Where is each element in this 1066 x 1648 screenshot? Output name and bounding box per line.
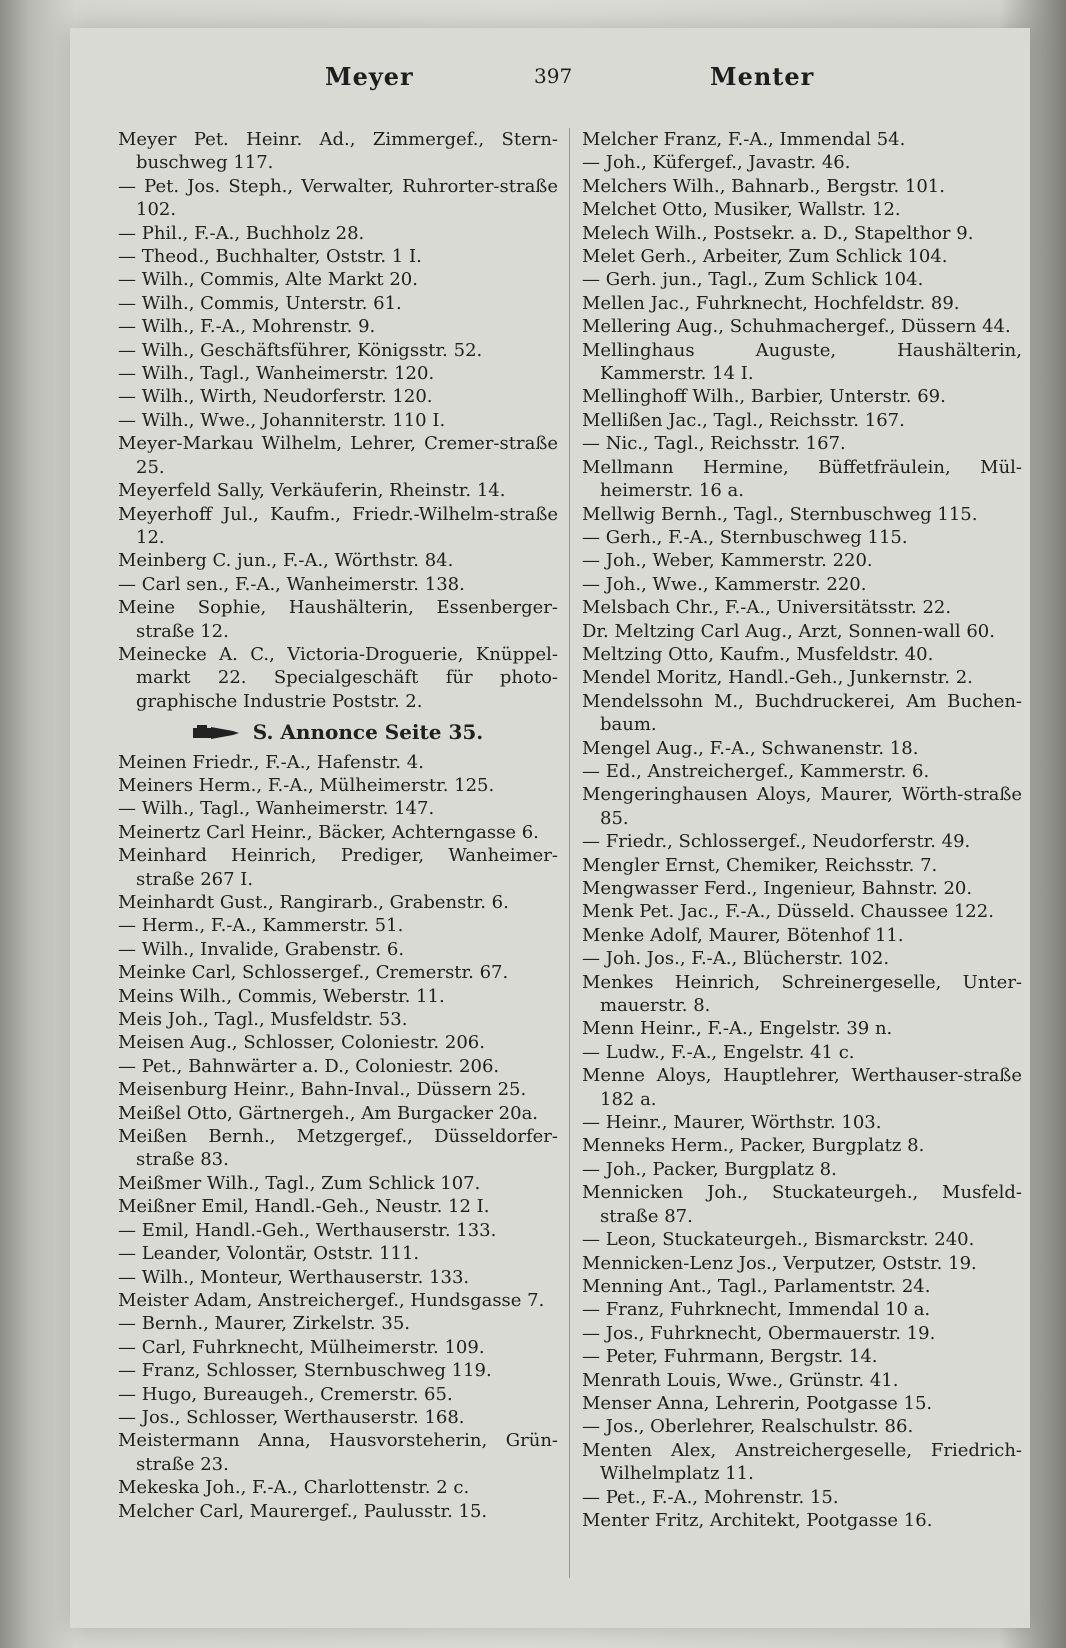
directory-entry: Melech Wilh., Postsekr. a. D., Stapelthor 9.: [582, 222, 974, 244]
directory-entry: Meißel Otto, Gärtnergeh., Am Burgacker 20a.: [118, 1102, 539, 1124]
directory-entry: — Jos., Schlosser, Werthauserstr. 168.: [118, 1406, 465, 1428]
directory-entry: Melcher Franz, F.-A., Immendal 54.: [582, 129, 906, 150]
directory-entry: Mengeringhausen Aloys, Maurer, Wörth-straße 85.: [582, 784, 1022, 829]
directory-entry: — Jos., Oberlehrer, Realschulstr. 86.: [582, 1416, 914, 1438]
directory-entry: — Joh., Packer, Burgplatz 8.: [582, 1158, 837, 1180]
directory-entry: — Gerh., F.-A., Sternbuschweg 115.: [582, 526, 908, 548]
directory-entry: Menn Heinr., F.-A., Engelstr. 39 n.: [582, 1018, 893, 1040]
directory-entry: Melcher Carl, Maurergef., Paulusstr. 15.: [118, 1500, 488, 1522]
directory-entry: Mellwig Bernh., Tagl., Sternbuschweg 115.: [582, 503, 978, 525]
directory-entry: Melchers Wilh., Bahnarb., Bergstr. 101.: [582, 175, 945, 197]
directory-entry: Mendelssohn M., Buchdruckerei, Am Buchen-baum.: [582, 690, 1022, 736]
directory-entry: — Wilh., Wirth, Neudorferstr. 120.: [118, 386, 433, 408]
directory-entry: Meiners Herm., F.-A., Mülheimerstr. 125.: [118, 774, 495, 796]
directory-entry: — Emil, Handl.-Geh., Werthauserstr. 133.: [118, 1219, 497, 1241]
directory-page: [70, 28, 1030, 1628]
directory-entry: — Pet. Jos. Steph., Verwalter, Ruhrorter-straße 102.: [118, 175, 558, 221]
directory-entry: Dr. Meltzing Carl Aug., Arzt, Sonnen-wall 60.: [582, 620, 995, 642]
directory-entry: Mellering Aug., Schuhmachergef., Düssern 44.: [582, 316, 1011, 338]
directory-entry: — Herm., F.-A., Kammerstr. 51.: [118, 915, 404, 937]
directory-entry: Mendel Moritz, Handl.-Geh., Junkernstr. 2.: [582, 667, 973, 689]
directory-entry: Meistermann Anna, Hausvorsteherin, Grün-straße 23.: [118, 1430, 558, 1475]
directory-entry: — Ludw., F.-A., Engelstr. 41 c.: [582, 1041, 855, 1063]
directory-entry: Meisen Aug., Schlosser, Coloniestr. 206.: [118, 1032, 485, 1054]
directory-entry: Mellinghaus Auguste, Haushälterin, Kammerstr. 14 I.: [582, 339, 1022, 385]
directory-entry: Mengwasser Ferd., Ingenieur, Bahnstr. 20.: [582, 878, 973, 899]
directory-entry: — Wilh., Wwe., Johanniterstr. 110 I.: [118, 409, 446, 431]
directory-entry: — Theod., Buchhalter, Oststr. 1 I.: [118, 246, 422, 268]
directory-entry: — Joh., Wwe., Kammerstr. 220.: [582, 573, 867, 595]
directory-entry: — Pet., F.-A., Mohrenstr. 15.: [582, 1486, 839, 1508]
directory-entry: Mellinghoff Wilh., Barbier, Unterstr. 69.: [582, 386, 946, 408]
directory-entry: Melet Gerh., Arbeiter, Zum Schlick 104.: [582, 246, 948, 268]
right-column-entries: [582, 128, 1022, 1532]
directory-entry: Menning Ant., Tagl., Parlamentstr. 24.: [582, 1275, 931, 1297]
directory-entry: Menk Pet. Jac., F.-A., Düsseld. Chaussee 122.: [582, 901, 994, 923]
directory-entry: — Wilh., Invalide, Grabenstr. 6.: [118, 938, 405, 960]
header-left-name: Meyer: [325, 62, 414, 91]
directory-entry: — Leon, Stuckateurgeh., Bismarckstr. 240.: [582, 1229, 975, 1251]
header-right-name: Menter: [710, 62, 815, 91]
directory-entry: Menne Aloys, Hauptlehrer, Werthauser-straße 182 a.: [582, 1065, 1022, 1110]
directory-entry: Mekeska Joh., F.-A., Charlottenstr. 2 c.: [118, 1477, 470, 1499]
directory-entry: Meyerfeld Sally, Verkäuferin, Rheinstr. 14.: [118, 480, 506, 502]
directory-entry: Meyer Pet. Heinr. Ad., Zimmergef., Stern-buschweg 117.: [118, 129, 558, 174]
left-column-entries-a: [118, 128, 558, 713]
column-divider: [569, 128, 570, 1578]
directory-entry: Menser Anna, Lehrerin, Pootgasse 15.: [582, 1392, 933, 1414]
directory-entry: Meinberg C. jun., F.-A., Wörthstr. 84.: [118, 550, 454, 572]
directory-entry: — Joh., Weber, Kammerstr. 220.: [582, 550, 873, 572]
advertisement-text: S. Annonce Seite 35.: [252, 720, 484, 745]
directory-entry: — Wilh., Geschäftsführer, Königsstr. 52.: [118, 339, 483, 361]
directory-entry: Meine Sophie, Haushälterin, Essenberger-straße 12.: [118, 597, 558, 642]
directory-entry: — Peter, Fuhrmann, Bergstr. 14.: [582, 1346, 878, 1368]
advertisement-reference: [118, 721, 558, 744]
directory-entry: — Ed., Anstreichergef., Kammerstr. 6.: [582, 760, 930, 782]
directory-entry: Meißmer Wilh., Tagl., Zum Schlick 107.: [118, 1172, 481, 1194]
directory-entry: Meinecke A. C., Victoria-Droguerie, Knüppel-markt 22. Specialgeschäft für photo-graphische Industrie Poststr. 2.: [118, 643, 558, 712]
left-column-entries-b: [118, 751, 558, 1523]
directory-entry: — Jos., Fuhrknecht, Obermauerstr. 19.: [582, 1322, 936, 1344]
page-number: 397: [534, 64, 573, 88]
directory-entry: — Heinr., Maurer, Wörthstr. 103.: [582, 1112, 882, 1134]
directory-entry: — Franz, Schlosser, Sternbuschweg 119.: [118, 1360, 492, 1382]
directory-entry: — Gerh. jun., Tagl., Zum Schlick 104.: [582, 269, 924, 291]
directory-entry: Menke Adolf, Maurer, Bötenhof 11.: [582, 924, 904, 946]
directory-entry: Meißen Bernh., Metzgergef., Düsseldorfer-straße 83.: [118, 1126, 558, 1171]
directory-entry: — Hugo, Bureaugeh., Cremerstr. 65.: [118, 1383, 453, 1405]
directory-entry: Mellmann Hermine, Büffetfräulein, Mül-heimerstr. 16 a.: [582, 456, 1022, 502]
directory-entry: — Wilh., Monteur, Werthauserstr. 133.: [118, 1266, 470, 1288]
directory-entry: Melsbach Chr., F.-A., Universitätsstr. 22.: [582, 597, 952, 619]
directory-entry: — Franz, Fuhrknecht, Immendal 10 a.: [582, 1299, 931, 1321]
directory-entry: Mengler Ernst, Chemiker, Reichsstr. 7.: [582, 854, 938, 876]
directory-entry: Meisenburg Heinr., Bahn-Inval., Düssern 25.: [118, 1079, 527, 1101]
directory-entry: Meinhard Heinrich, Prediger, Wanheimer-straße 267 I.: [118, 845, 558, 890]
directory-entry: Meltzing Otto, Kaufm., Musfeldstr. 40.: [582, 643, 934, 665]
directory-entry: Meister Adam, Anstreichergef., Hundsgasse 7.: [118, 1289, 545, 1311]
pointing-hand-icon: [193, 724, 239, 742]
directory-entry: — Leander, Volontär, Oststr. 111.: [118, 1243, 420, 1265]
directory-entry: — Phil., F.-A., Buchholz 28.: [118, 222, 365, 244]
directory-entry: — Joh., Küfergef., Javastr. 46.: [582, 152, 851, 174]
directory-entry: — Carl, Fuhrknecht, Mülheimerstr. 109.: [118, 1336, 485, 1358]
directory-entry: Meis Joh., Tagl., Musfeldstr. 53.: [118, 1009, 408, 1031]
left-column: [118, 128, 558, 1523]
directory-entry: — Wilh., Tagl., Wanheimerstr. 147.: [118, 798, 435, 820]
directory-entry: — Bernh., Maurer, Zirkelstr. 35.: [118, 1313, 410, 1335]
directory-entry: Meyerhoff Jul., Kaufm., Friedr.-Wilhelm-straße 12.: [118, 503, 558, 548]
page-header: [70, 56, 1030, 100]
directory-entry: Menrath Louis, Wwe., Grünstr. 41.: [582, 1369, 899, 1391]
directory-entry: — Nic., Tagl., Reichsstr. 167.: [582, 433, 846, 455]
directory-entry: Meins Wilh., Commis, Weberstr. 11.: [118, 985, 445, 1007]
directory-entry: Meinke Carl, Schlossergef., Cremerstr. 67.: [118, 962, 509, 984]
directory-entry: Mennicken-Lenz Jos., Verputzer, Oststr. 19.: [582, 1252, 977, 1274]
directory-entry: — Wilh., Commis, Alte Markt 20.: [118, 269, 418, 291]
directory-entry: Meinhardt Gust., Rangirarb., Grabenstr. 6.: [118, 892, 509, 913]
directory-entry: Menten Alex, Anstreichergeselle, Friedrich-Wilhelmplatz 11.: [582, 1439, 1022, 1485]
directory-entry: Meinen Friedr., F.-A., Hafenstr. 4.: [118, 751, 424, 773]
directory-entry: Menneks Herm., Packer, Burgplatz 8.: [582, 1135, 925, 1157]
directory-entry: Mennicken Joh., Stuckateurgeh., Musfeld-straße 87.: [582, 1182, 1022, 1227]
directory-entry: Mellen Jac., Fuhrknecht, Hochfeldstr. 89.: [582, 292, 960, 314]
directory-entry: Meyer-Markau Wilhelm, Lehrer, Cremer-straße 25.: [118, 433, 558, 478]
directory-entry: — Wilh., Commis, Unterstr. 61.: [118, 292, 402, 314]
right-column: [582, 128, 1022, 1532]
directory-entry: — Wilh., Tagl., Wanheimerstr. 120.: [118, 363, 435, 385]
directory-entry: — Pet., Bahnwärter a. D., Coloniestr. 206.: [118, 1055, 500, 1077]
directory-entry: Mellißen Jac., Tagl., Reichsstr. 167.: [582, 409, 905, 431]
directory-entry: — Wilh., F.-A., Mohrenstr. 9.: [118, 316, 376, 338]
directory-entry: — Friedr., Schlossergef., Neudorferstr. 49.: [582, 831, 971, 853]
directory-entry: Menkes Heinrich, Schreinergeselle, Unter-mauerstr. 8.: [582, 971, 1022, 1017]
directory-entry: — Joh. Jos., F.-A., Blücherstr. 102.: [582, 948, 890, 970]
directory-entry: Mengel Aug., F.-A., Schwanenstr. 18.: [582, 737, 919, 759]
directory-entry: Melchet Otto, Musiker, Wallstr. 12.: [582, 199, 901, 221]
directory-entry: — Carl sen., F.-A., Wanheimerstr. 138.: [118, 573, 465, 595]
directory-entry: Meinertz Carl Heinr., Bäcker, Achterngasse 6.: [118, 821, 539, 843]
directory-entry: Menter Fritz, Architekt, Pootgasse 16.: [582, 1509, 933, 1531]
directory-entry: Meißner Emil, Handl.-Geh., Neustr. 12 I.: [118, 1196, 490, 1218]
